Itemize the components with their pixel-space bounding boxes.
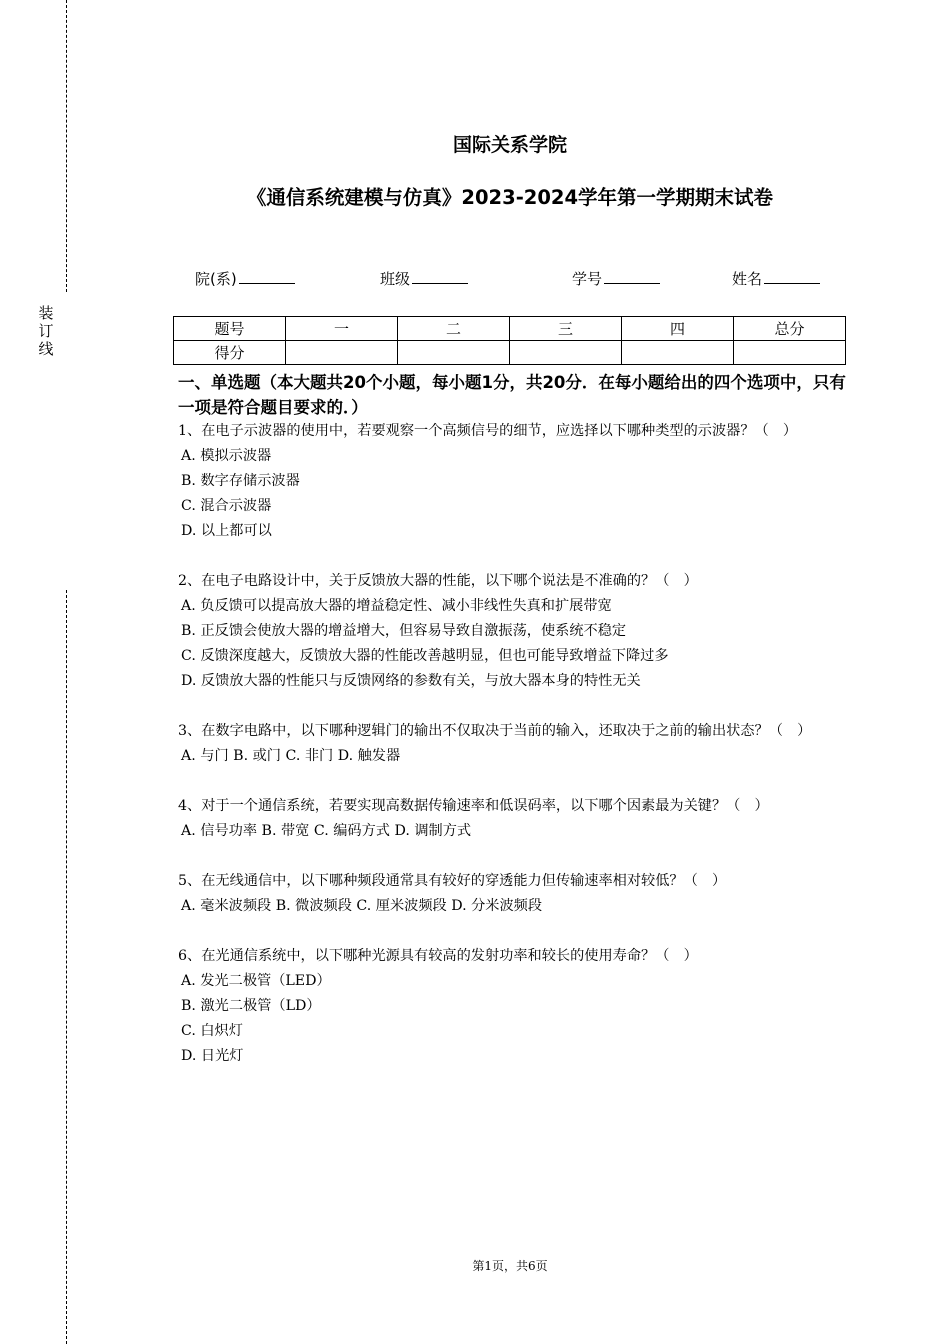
- option: C. 反馈深度越大，反馈放大器的性能改善越明显，但也可能导致增益下降过多: [181, 648, 669, 664]
- header-cell-part-2: 二: [398, 317, 510, 341]
- header-cell-part-3: 三: [510, 317, 622, 341]
- score-table-score-row: [174, 341, 846, 365]
- score-table: [173, 316, 846, 365]
- score-cell[interactable]: [510, 341, 622, 365]
- option: A. 与门 B. 或门 C. 非门 D. 触发器: [181, 748, 401, 764]
- option: A. 发光二极管（LED）: [181, 973, 331, 989]
- binding-char: 订: [38, 322, 54, 340]
- score-row-label: 得分: [174, 341, 286, 365]
- option: A. 信号功率 B. 带宽 C. 编码方式 D. 调制方式: [181, 823, 472, 839]
- score-cell[interactable]: [286, 341, 398, 365]
- question-stem: 5、在无线通信中，以下哪种频段通常具有较好的穿透能力但传输速率相对较低？（ ）: [178, 873, 727, 889]
- option: A. 负反馈可以提高放大器的增益稳定性、减小非线性失真和扩展带宽: [181, 598, 612, 614]
- question: [178, 794, 848, 844]
- exam-title: 《通信系统建模与仿真》2023-2024学年第一学期期末试卷: [246, 186, 774, 209]
- class-blank[interactable]: [412, 269, 468, 284]
- option: D. 日光灯: [181, 1048, 244, 1064]
- option: B. 数字存储示波器: [181, 473, 300, 489]
- class-label: 班级: [380, 270, 411, 288]
- binding-char: 装: [38, 304, 54, 322]
- question: [178, 419, 848, 544]
- question-stem: 4、对于一个通信系统，若要实现高数据传输速率和低误码率，以下哪个因素最为关键？（ ）: [178, 798, 769, 814]
- binding-label: [38, 304, 54, 358]
- school-name: 国际关系学院: [452, 134, 567, 156]
- student-info-row: [0, 268, 950, 292]
- header-cell-part-1: 一: [286, 317, 398, 341]
- header-cell-total: 总分: [734, 317, 846, 341]
- question: [178, 944, 848, 1069]
- header-cell-question-number: 题号: [174, 317, 286, 341]
- score-cell-total[interactable]: [734, 341, 846, 365]
- name-blank[interactable]: [764, 269, 820, 284]
- question-stem: 6、在光通信系统中，以下哪种光源具有较高的发射功率和较长的使用寿命？（ ）: [178, 948, 698, 964]
- question: [178, 719, 848, 769]
- question-stem: 1、在电子示波器的使用中，若要观察一个高频信号的细节，应选择以下哪种类型的示波器？（ ）: [178, 423, 798, 439]
- department-field[interactable]: [195, 268, 295, 289]
- student-id-label: 学号: [572, 270, 603, 288]
- question: [178, 569, 848, 694]
- student-id-field[interactable]: [572, 268, 660, 289]
- option: C. 白炽灯: [181, 1023, 243, 1039]
- score-cell[interactable]: [398, 341, 510, 365]
- student-id-blank[interactable]: [604, 269, 660, 284]
- score-cell[interactable]: [622, 341, 734, 365]
- score-table-header-row: [174, 317, 846, 341]
- question: [178, 869, 848, 919]
- option: A. 模拟示波器: [181, 448, 272, 464]
- option: D. 以上都可以: [181, 523, 272, 539]
- header-cell-part-4: 四: [622, 317, 734, 341]
- page-number: 第1页，共6页: [472, 1259, 548, 1273]
- question-stem: 3、在数字电路中，以下哪种逻辑门的输出不仅取决于当前的输入，还取决于之前的输出状态？（ ）: [178, 723, 812, 739]
- department-label: 院(系): [195, 270, 237, 288]
- option: C. 混合示波器: [181, 498, 272, 514]
- binding-line-bottom: [66, 590, 67, 1344]
- name-field[interactable]: [732, 268, 820, 289]
- question-stem: 2、在电子电路设计中，关于反馈放大器的性能，以下哪个说法是不准确的？（ ）: [178, 573, 698, 589]
- department-blank[interactable]: [239, 269, 295, 284]
- binding-char: 线: [38, 340, 54, 358]
- class-field[interactable]: [380, 268, 468, 289]
- option: A. 毫米波频段 B. 微波频段 C. 厘米波频段 D. 分米波频段: [181, 898, 543, 914]
- question-list: [178, 419, 848, 1094]
- option: B. 激光二极管（LD）: [181, 998, 321, 1014]
- name-label: 姓名: [732, 270, 763, 288]
- option: D. 反馈放大器的性能只与反馈网络的参数有关，与放大器本身的特性无关: [181, 673, 641, 689]
- section-heading: 一、单选题（本大题共20个小题，每小题1分，共20分．在每小题给出的四个选项中，只有一项是符合题目要求的．）: [178, 373, 846, 417]
- option: B. 正反馈会使放大器的增益增大，但容易导致自激振荡，使系统不稳定: [181, 623, 627, 639]
